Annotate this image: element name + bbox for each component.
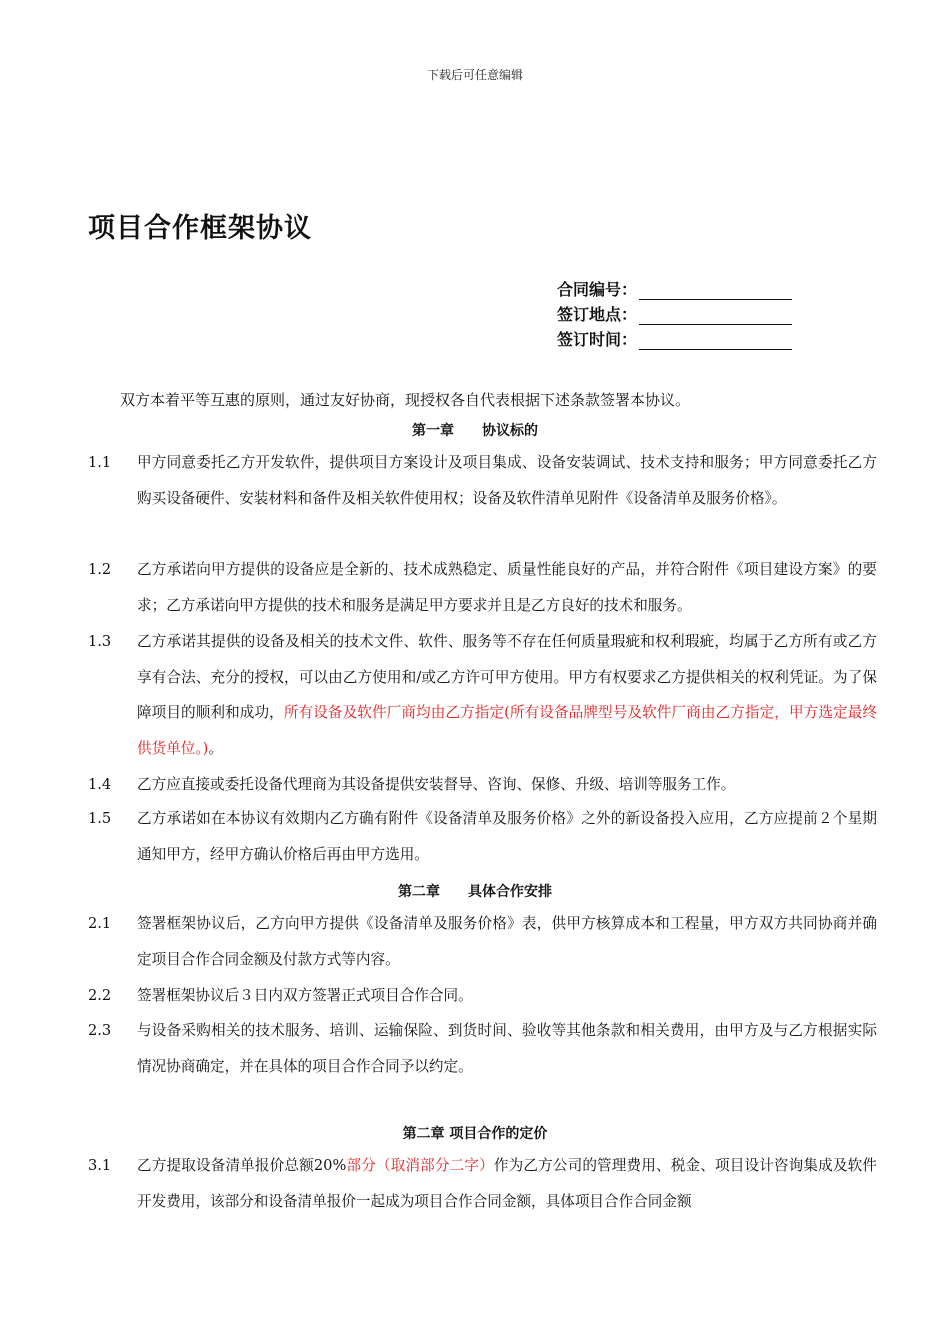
- chapter-3-heading: 第二章 项目合作的定价: [402, 1126, 548, 1142]
- clause-text: 乙方应直接或委托设备代理商为其设备提供安装督导、咨询、保修、升级、培训等服务工作。: [137, 776, 736, 793]
- sign-place-blank: [639, 306, 792, 325]
- clause-number: 1.1: [88, 454, 112, 471]
- clause-number: 3.1: [88, 1157, 112, 1174]
- sign-time-label: 签订时间：: [557, 330, 638, 349]
- contract-number-blank: [639, 281, 792, 300]
- clause-text: [137, 1148, 877, 1219]
- sign-time-row: [557, 325, 792, 350]
- clause-text-part: 作为乙方公司的管理费用、税金、项目设计咨询集成及软件开发费用，该部分和设备清单报价一起成为项目合作合同金额，具体项目合作合同金额: [137, 1157, 877, 1210]
- highlighted-revision: 所有设备及软件厂商均由乙方指定(所有设备品牌型号及软件厂商由乙方指定，甲方选定最终供货单位。): [137, 704, 877, 757]
- clause-number: 1.3: [88, 633, 112, 650]
- clause-text: 乙方承诺如在本协议有效期内乙方确有附件《设备清单及服务价格》之外的新设备投入应用，乙方应提前２个星期通知甲方，经甲方确认价格后再由甲方选用。: [137, 810, 877, 863]
- chapter-2-heading: 第二章 具体合作安排: [398, 884, 552, 900]
- chapter-1-heading: 第一章 协议标的: [412, 423, 538, 439]
- highlighted-revision: 部分（取消部分二字）: [346, 1157, 494, 1174]
- clause-text-part: 。: [208, 739, 223, 757]
- clause-number: 1.4: [88, 776, 112, 793]
- clause-text: 签署框架协议后３日内双方签署正式项目合作合同。: [137, 987, 473, 1004]
- clause-text: [137, 624, 877, 766]
- document-title: 项目合作框架协议: [88, 213, 312, 244]
- clause-text-part: 乙方承诺其提供的设备及相关的技术文件、软件、服务等不存在任何质量瑕疵和权利瑕疵，均属于乙方所有或乙方享有合法、充分的授权，可以由乙方使用和/或乙方许可甲方使用。甲方有权要求乙方提供相关的权利凭证。为了保障项目的顺利和成功，: [137, 633, 877, 721]
- clause-number: 1.2: [88, 561, 112, 578]
- clause-number: 1.5: [88, 810, 112, 827]
- contract-meta: [557, 275, 792, 350]
- sign-time-blank: [639, 331, 792, 350]
- header-note: 下载后可任意编辑: [426, 68, 523, 82]
- contract-number-row: [557, 275, 792, 300]
- contract-number-label: 合同编号：: [557, 280, 638, 299]
- intro-paragraph: 双方本着平等互惠的原则，通过友好协商，现授权各自代表根据下述条款签署本协议。: [120, 391, 691, 409]
- clause-text: 与设备采购相关的技术服务、培训、运输保险、到货时间、验收等其他条款和相关费用，由甲方及与乙方根据实际情况协商确定，并在具体的项目合作合同予以约定。: [137, 1022, 877, 1075]
- sign-place-row: [557, 300, 792, 325]
- clause-text: 甲方同意委托乙方开发软件，提供项目方案设计及项目集成、设备安装调试、技术支持和服务；甲方同意委托乙方购买设备硬件、安装材料和备件及相关软件使用权；设备及软件清单见附件《设备清单及服务价格》。: [137, 454, 877, 507]
- clause-number: 2.2: [88, 987, 112, 1004]
- clause-text: 签署框架协议后，乙方向甲方提供《设备清单及服务价格》表，供甲方核算成本和工程量，甲方双方共同协商并确定项目合作合同金额及付款方式等内容。: [137, 915, 877, 968]
- clause-text-part: 乙方提取设备清单报价总额20%: [137, 1157, 347, 1174]
- clause-number: 2.3: [88, 1022, 112, 1039]
- clause-text: 乙方承诺向甲方提供的设备应是全新的、技术成熟稳定、质量性能良好的产品，并符合附件《项目建设方案》的要求；乙方承诺向甲方提供的技术和服务是满足甲方要求并且是乙方良好的技术和服务。: [137, 561, 877, 614]
- clause-number: 2.1: [88, 915, 112, 932]
- sign-place-label: 签订地点：: [557, 305, 638, 324]
